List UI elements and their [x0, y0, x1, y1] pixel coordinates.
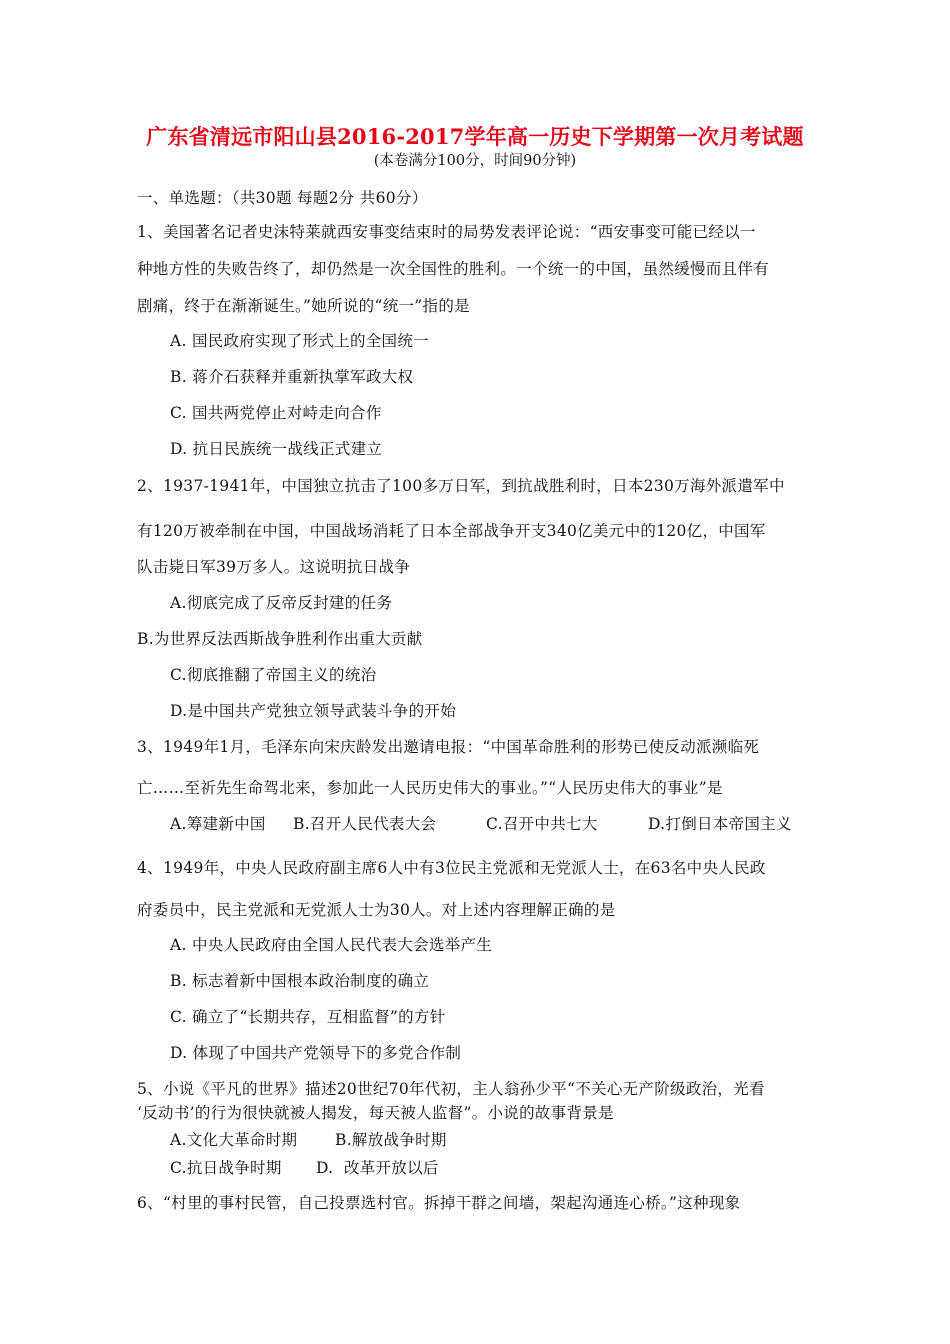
question-1-option-d: D. 抗日民族统一战线正式建立 [170, 440, 383, 458]
question-2-option-c: C.彻底推翻了帝国主义的统治 [170, 666, 377, 684]
question-3-option-d: D.打倒日本帝国主义 [648, 815, 792, 833]
question-5-option-d: D. 改革开放以后 [316, 1159, 439, 1177]
question-1-option-c: C. 国共两党停止对峙走向合作 [170, 404, 382, 422]
question-2-line-2: 有120万被牵制在中国，中国战场消耗了日本全部战争开支340亿美元中的120亿，中国军 [137, 522, 766, 540]
question-3-option-c: C.召开中共七大 [486, 815, 598, 833]
question-5-line-2: ‘反动书’的行为很快就被人揭发，每天被人监督”。小说的故事背景是 [137, 1104, 614, 1122]
question-4-option-a: A. 中央人民政府由全国人民代表大会选举产生 [170, 936, 493, 954]
question-3-option-a: A.筹建新中国 [170, 815, 266, 833]
question-3-line-1: 3、1949年1月，毛泽东向宋庆龄发出邀请电报：“中国革命胜利的形势已使反动派濒临死 [137, 738, 760, 756]
question-4-option-d: D. 体现了中国共产党领导下的多党合作制 [170, 1044, 462, 1062]
question-4-option-c: C. 确立了“长期共存，互相监督”的方针 [170, 1008, 446, 1026]
question-1-option-a: A. 国民政府实现了形式上的全国统一 [170, 332, 429, 350]
question-5-option-b: B.解放战争时期 [335, 1131, 447, 1149]
question-2-line-1: 2、1937-1941年，中国独立抗击了100多万日军，到抗战胜利时，日本230万海外派遣军中 [137, 477, 785, 495]
question-5-line-1: 5、小说《平凡的世界》描述20世纪70年代初，主人翁孙少平“不关心无产阶级政治，光看 [137, 1080, 765, 1098]
exam-title: 广东省清远市阳山县2016-2017学年高一历史下学期第一次月考试题 [146, 124, 804, 149]
question-3-options-row [170, 814, 792, 834]
exam-subtitle: (本卷满分100分，时间90分钟) [373, 153, 577, 169]
question-1-line-1: 1、美国著名记者史沫特莱就西安事变结束时的局势发表评论说：“西安事变可能已经以一 [137, 223, 756, 241]
question-2-option-d: D.是中国共产党独立领导武装斗争的开始 [170, 702, 457, 720]
question-1-line-3: 剧痛，终于在渐渐诞生。”她所说的“统一”指的是 [137, 297, 470, 315]
question-5-option-c: C.抗日战争时期 [170, 1159, 282, 1177]
question-5-options-row-1 [170, 1130, 447, 1150]
question-4-option-b: B. 标志着新中国根本政治制度的确立 [170, 972, 430, 990]
question-5-option-a: A.文化大革命时期 [170, 1131, 298, 1149]
question-6-line-1: 6、“村里的事村民管，自己投票选村官。拆掉干群之间墙，架起沟通连心桥。”这种现象 [137, 1194, 741, 1212]
question-4-line-2: 府委员中，民主党派和无党派人士为30人。对上述内容理解正确的是 [137, 901, 616, 919]
question-5-options-row-2 [170, 1158, 439, 1178]
question-3-option-b: B.召开人民代表大会 [293, 815, 437, 833]
question-1-line-2: 种地方性的失败告终了，却仍然是一次全国性的胜利。一个统一的中国，虽然缓慢而且伴有 [137, 260, 770, 278]
question-1-option-b: B. 蒋介石获释并重新执掌军政大权 [170, 368, 414, 386]
question-2-option-b: B.为世界反法西斯战争胜利作出重大贡献 [137, 630, 423, 648]
question-2-line-3: 队击毙日军39万多人。这说明抗日战争 [137, 558, 411, 576]
question-4-line-1: 4、1949年，中央人民政府副主席6人中有3位民主党派和无党派人士，在63名中央人民政 [137, 859, 766, 877]
section-heading: 一、单选题：（共30题 每题2分 共60分） [137, 189, 428, 207]
question-3-line-2: 亡……至祈先生命驾北来，参加此一人民历史伟大的事业。”“人民历史伟大的事业”是 [137, 779, 723, 797]
question-2-option-a: A.彻底完成了反帝反封建的任务 [170, 594, 393, 612]
